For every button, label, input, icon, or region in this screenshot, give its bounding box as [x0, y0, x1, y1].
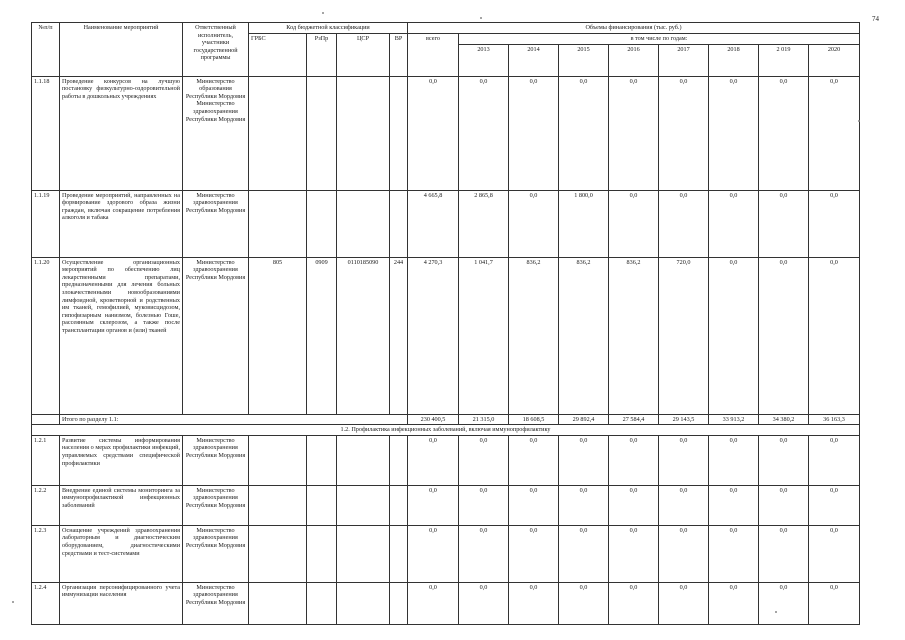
header-rzpr: РзПр	[307, 34, 337, 77]
scan-speck	[775, 611, 777, 613]
row-vr	[390, 190, 408, 257]
row-total: 0,0	[408, 435, 459, 485]
row-rzpr	[307, 76, 337, 190]
header-year: 2015	[559, 44, 609, 76]
row-year-value: 0,0	[509, 76, 559, 190]
row-year-value: 0,0	[809, 525, 860, 582]
row-year-value: 0,0	[759, 525, 809, 582]
row-number: 1.1.20	[32, 257, 60, 414]
row-year-value: 836,2	[509, 257, 559, 414]
row-year-value: 0,0	[459, 582, 509, 624]
section-total-year: 21 315,0	[459, 414, 509, 425]
row-grbs: 805	[249, 257, 307, 414]
program-table	[31, 22, 860, 625]
row-executor: Министерство здравоохранения Республики Мордовия	[183, 257, 249, 414]
table-row	[32, 485, 860, 525]
row-year-value: 0,0	[459, 76, 509, 190]
row-number: 1.2.1	[32, 435, 60, 485]
header-year: 2018	[709, 44, 759, 76]
row-year-value: 0,0	[809, 257, 860, 414]
row-csr	[337, 435, 390, 485]
row-year-value: 0,0	[709, 485, 759, 525]
section-total-year: 36 163,3	[809, 414, 860, 425]
row-number: 1.1.19	[32, 190, 60, 257]
row-year-value: 0,0	[809, 76, 860, 190]
header-year: 2016	[609, 44, 659, 76]
row-vr	[390, 76, 408, 190]
row-total: 4 270,3	[408, 257, 459, 414]
section-heading-row	[32, 425, 860, 436]
row-year-value: 836,2	[609, 257, 659, 414]
row-year-value: 0,0	[659, 485, 709, 525]
row-grbs	[249, 76, 307, 190]
table-row	[32, 435, 860, 485]
scan-speck	[858, 120, 860, 122]
header-budget-code: Код бюджетной классификации	[249, 23, 408, 34]
row-grbs	[249, 190, 307, 257]
row-csr: 0110185090	[337, 257, 390, 414]
row-year-value: 0,0	[609, 76, 659, 190]
row-vr	[390, 485, 408, 525]
section-total-year: 33 913,2	[709, 414, 759, 425]
row-executor: Министерство здравоохранения Республики Мордовия	[183, 435, 249, 485]
row-vr	[390, 435, 408, 485]
row-rzpr	[307, 435, 337, 485]
row-year-value: 0,0	[759, 435, 809, 485]
section-total-year: 18 608,5	[509, 414, 559, 425]
header-num: №п/п	[32, 23, 60, 77]
row-year-value: 0,0	[509, 525, 559, 582]
row-year-value: 0,0	[709, 525, 759, 582]
header-grbs: ГРБС	[249, 34, 307, 77]
row-year-value: 0,0	[509, 435, 559, 485]
section-total-year: 34 380,2	[759, 414, 809, 425]
row-vr	[390, 582, 408, 624]
row-csr	[337, 76, 390, 190]
row-total: 0,0	[408, 582, 459, 624]
row-executor: Министерство здравоохранения Республики Мордовия	[183, 582, 249, 624]
table-row	[32, 257, 860, 414]
row-total: 4 665,8	[408, 190, 459, 257]
row-year-value: 0,0	[709, 190, 759, 257]
row-year-value: 0,0	[759, 582, 809, 624]
row-activity-name: Проведение конкурсов на лучшую постановку физкультурно-оздоровительной работы в дошкольных учреждениях	[60, 76, 183, 190]
section-title: 1.2. Профилактика инфекционных заболеваний, включая иммунопрофилактику	[32, 425, 860, 436]
row-grbs	[249, 485, 307, 525]
header-funding: Объемы финансирования (тыс. руб.)	[408, 23, 860, 34]
section-total-year: 27 584,4	[609, 414, 659, 425]
row-csr	[337, 582, 390, 624]
row-csr	[337, 525, 390, 582]
row-grbs	[249, 582, 307, 624]
row-year-value: 0,0	[759, 190, 809, 257]
header-executor: Ответственный исполнитель, участники государственной программы	[183, 23, 249, 77]
row-activity-name: Оснащение учреждений здравоохранения лабораторным и диагностическим оборудованием, диагностическими средствами и тест-системами	[60, 525, 183, 582]
row-year-value: 0,0	[709, 76, 759, 190]
row-year-value: 0,0	[759, 76, 809, 190]
row-year-value: 0,0	[759, 257, 809, 414]
row-year-value: 1 041,7	[459, 257, 509, 414]
table-row	[32, 525, 860, 582]
row-year-value: 0,0	[609, 582, 659, 624]
row-year-value: 0,0	[609, 485, 659, 525]
row-executor: Министерство здравоохранения Республики Мордовия	[183, 190, 249, 257]
row-year-value: 0,0	[559, 582, 609, 624]
row-csr	[337, 190, 390, 257]
header-vr: ВР	[390, 34, 408, 77]
row-year-value: 0,0	[609, 525, 659, 582]
row-year-value: 0,0	[809, 435, 860, 485]
row-year-value: 0,0	[709, 257, 759, 414]
row-activity-name: Осуществление организационных мероприятий по обеспечению лиц лекарственными препаратами, предназначенными для лечения больных злокачественными новообразованиями лимфоидной, кроветворной и родственных им тканей, гемофилией, муковисцидозом, гипофизарным нанизмом, болезнью Гоше, рассеянным склерозом, а также после трансплантации органов и (или) тканей	[60, 257, 183, 414]
row-total: 0,0	[408, 485, 459, 525]
row-activity-name: Развитие системы информирования населения о мерах профилактики инфекций, управляемых средствами специфической профилактики	[60, 435, 183, 485]
row-rzpr	[307, 582, 337, 624]
header-year: 2014	[509, 44, 559, 76]
row-executor: Министерство здравоохранения Республики Мордовия	[183, 525, 249, 582]
row-year-value: 0,0	[459, 435, 509, 485]
page-number: 74	[872, 15, 879, 23]
section-total-row	[32, 414, 860, 425]
section-total-year: 29 143,5	[659, 414, 709, 425]
row-year-value: 0,0	[459, 485, 509, 525]
table-row	[32, 582, 860, 624]
row-year-value: 0,0	[609, 435, 659, 485]
section-total-label: Итого по разделу 1.1:	[60, 414, 408, 425]
row-year-value: 0,0	[709, 435, 759, 485]
row-year-value: 0,0	[559, 485, 609, 525]
row-year-value: 720,0	[659, 257, 709, 414]
row-total: 0,0	[408, 525, 459, 582]
header-year: 2013	[459, 44, 509, 76]
row-number: 1.1.18	[32, 76, 60, 190]
row-year-value: 0,0	[559, 435, 609, 485]
header-year: 2020	[809, 44, 860, 76]
row-year-value: 0,0	[559, 525, 609, 582]
row-year-value: 0,0	[659, 582, 709, 624]
header-year: 2017	[659, 44, 709, 76]
header-name: Наименование мероприятий	[60, 23, 183, 77]
total-num-cell	[32, 414, 60, 425]
header-by-year: в том числе по годам:	[459, 34, 860, 45]
header-year: 2 019	[759, 44, 809, 76]
table-row	[32, 190, 860, 257]
row-vr: 244	[390, 257, 408, 414]
row-activity-name: Организация персонифицированного учета иммунизации населения	[60, 582, 183, 624]
row-year-value: 2 865,8	[459, 190, 509, 257]
row-grbs	[249, 435, 307, 485]
row-number: 1.2.4	[32, 582, 60, 624]
row-executor: Министерство образования Республики Мордовия Министерство здравоохранения Республики Мордовия	[183, 76, 249, 190]
row-rzpr	[307, 485, 337, 525]
row-rzpr	[307, 525, 337, 582]
row-year-value: 0,0	[809, 190, 860, 257]
header-csr: ЦСР	[337, 34, 390, 77]
row-year-value: 0,0	[459, 525, 509, 582]
section-total-year: 29 892,4	[559, 414, 609, 425]
row-year-value: 0,0	[509, 582, 559, 624]
scan-speck	[480, 17, 482, 19]
row-rzpr: 0909	[307, 257, 337, 414]
row-activity-name: Проведение мероприятий, направленных на формирование здорового образа жизни граждан, включая сокращение потребления алкоголя и табака	[60, 190, 183, 257]
scan-speck	[12, 601, 14, 603]
row-year-value: 0,0	[809, 582, 860, 624]
table-row	[32, 76, 860, 190]
header-total: всего	[408, 34, 459, 77]
row-year-value: 836,2	[559, 257, 609, 414]
row-year-value: 1 800,0	[559, 190, 609, 257]
row-rzpr	[307, 190, 337, 257]
header-row-1	[32, 23, 860, 34]
scan-speck	[322, 12, 324, 14]
row-executor: Министерство здравоохранения Республики Мордовия	[183, 485, 249, 525]
row-csr	[337, 485, 390, 525]
row-year-value: 0,0	[609, 190, 659, 257]
row-year-value: 0,0	[659, 76, 709, 190]
row-number: 1.2.3	[32, 525, 60, 582]
row-year-value: 0,0	[759, 485, 809, 525]
row-grbs	[249, 525, 307, 582]
row-year-value: 0,0	[509, 485, 559, 525]
row-year-value: 0,0	[559, 76, 609, 190]
section-total-sum: 230 400,5	[408, 414, 459, 425]
row-year-value: 0,0	[809, 485, 860, 525]
row-vr	[390, 525, 408, 582]
row-total: 0,0	[408, 76, 459, 190]
row-number: 1.2.2	[32, 485, 60, 525]
row-year-value: 0,0	[709, 582, 759, 624]
row-activity-name: Внедрение единой системы мониторинга за иммунопрофилактикой инфекционных заболеваний	[60, 485, 183, 525]
row-year-value: 0,0	[659, 190, 709, 257]
row-year-value: 0,0	[659, 435, 709, 485]
row-year-value: 0,0	[509, 190, 559, 257]
row-year-value: 0,0	[659, 525, 709, 582]
